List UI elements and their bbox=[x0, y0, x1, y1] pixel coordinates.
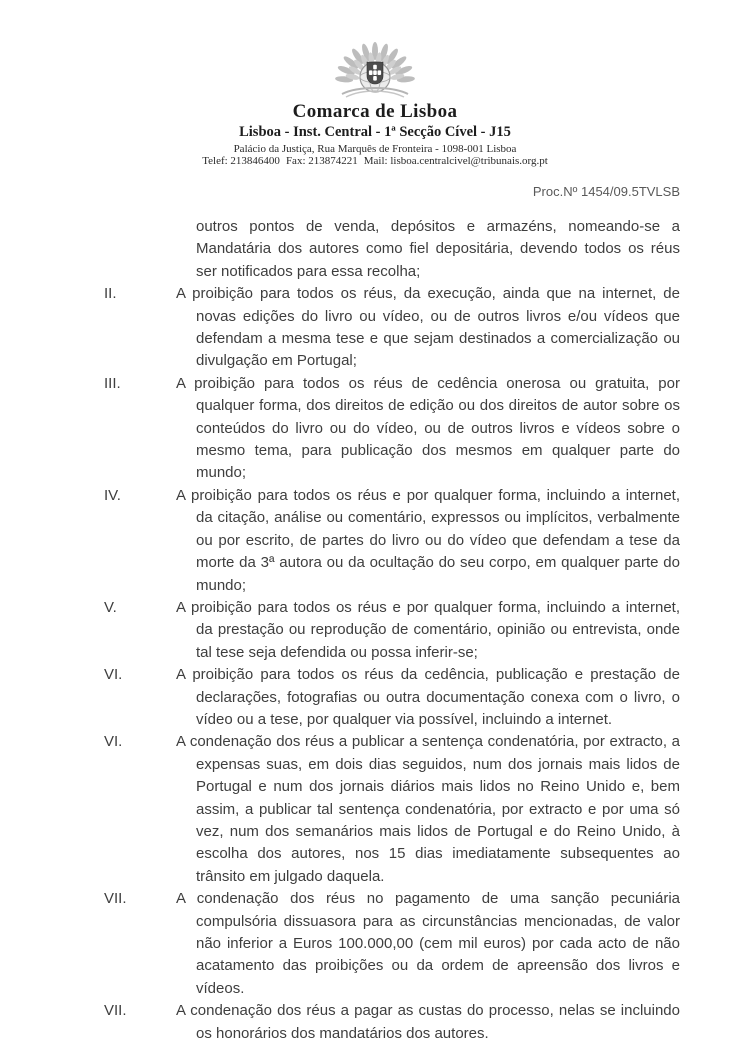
item-numeral: VI. bbox=[104, 666, 123, 684]
item-text: A proibição para todos os réus e por qualquer forma, incluindo a internet, da prestação ou reprodução de comentário, opinião ou entrevista, onde tal tese seja defendida ou possa inferir-se; bbox=[176, 598, 680, 661]
item-text: outros pontos de venda, depósitos e armazéns, nomeando-se a Mandatária dos autores como fiel depositária, devendo todos os réus ser notificados para essa recolha; bbox=[196, 218, 680, 280]
judgment-list bbox=[104, 216, 680, 1045]
court-fax: Fax: 213874221 bbox=[285, 155, 358, 167]
item-text: A proibição para todos os réus de cedência onerosa ou gratuita, por qualquer forma, dos direitos de edição ou dos direitos de autor sobre os conteúdos do livro ou do vídeo, ou de outros livros e vídeos sobre o mesmo tema, para publicação dos mesmos em qualquer parte do mundo; bbox=[176, 374, 680, 482]
list-item bbox=[104, 373, 680, 485]
process-number: Proc.Nº 1454/09.5TVLSB bbox=[532, 184, 680, 199]
item-numeral: IV. bbox=[104, 486, 121, 504]
coat-of-arms-icon bbox=[0, 36, 750, 100]
list-item bbox=[104, 597, 680, 664]
item-text: A condenação dos réus a pagar as custas do processo, nelas se incluindo os honorários dos mandatários dos autores. bbox=[176, 1002, 680, 1042]
item-numeral: VII. bbox=[104, 890, 127, 908]
list-item bbox=[104, 888, 680, 1000]
item-numeral: VII. bbox=[104, 1002, 127, 1020]
item-numeral: V. bbox=[104, 598, 117, 616]
item-text: A proibição para todos os réus da cedência, publicação e prestação de declarações, fotografias ou outra documentação conexa com o livro, o vídeo ou a tese, por qualquer via possível, incluindo a internet. bbox=[176, 666, 680, 728]
list-item bbox=[104, 731, 680, 888]
item-text: A proibição para todos os réus, da execução, ainda que na internet, de novas edições do livro ou vídeo, ou de outros livros e/ou vídeos que defendam a mesma tese e que sejam destinados a comercialização ou divulgação em Portugal; bbox=[176, 285, 680, 370]
item-text: A condenação dos réus no pagamento de uma sanção pecuniária compulsória dissuasora para as circunstâncias mencionadas, de valor não inferior a Euros 100.000,00 (cem mil euros) por cada acto de não acatamento das proibições ou da ordem de apreensão dos livros e vídeos. bbox=[176, 890, 680, 997]
court-phone: Telef: 213846400 bbox=[202, 155, 280, 167]
letterhead bbox=[0, 0, 750, 167]
court-address: Palácio da Justiça, Rua Marquês de Fronteira - 1098-001 Lisboa bbox=[233, 143, 517, 155]
court-email: Mail: lisboa.centralcivel@tribunais.org.pt bbox=[363, 155, 548, 167]
court-name: Comarca de Lisboa bbox=[292, 101, 458, 122]
list-item bbox=[150, 216, 680, 283]
item-numeral: II. bbox=[104, 285, 117, 303]
court-contacts bbox=[0, 155, 750, 167]
item-numeral: VI. bbox=[104, 733, 123, 751]
court-section: Lisboa - Inst. Central - 1ª Secção Cível - J15 bbox=[239, 124, 511, 140]
list-item bbox=[104, 1000, 680, 1045]
list-item bbox=[104, 485, 680, 597]
list-item bbox=[104, 664, 680, 731]
item-text: A proibição para todos os réus e por qualquer forma, incluindo a internet, da citação, análise ou comentário, expressos ou implícitos, verbalmente ou por escrito, de partes do livro ou do vídeo que defendam a tese da morte da 3ª autora ou da ocultação do seu corpo, em qualquer parte do mundo; bbox=[176, 486, 680, 594]
list-item bbox=[104, 283, 680, 373]
item-numeral: III. bbox=[104, 374, 121, 392]
item-text: A condenação dos réus a publicar a sentença condenatória, por extracto, a expensas suas, em dois dias seguidos, num dos jornais mais lidos de Portugal e num dos jornais diários mais lidos no Reino Unido e, bem assim, a publicar tal sentença condenatória, por extracto e por uma só vez, num dos semanários mais lidos de Portugal e do Reino Unido, à escolha dos autores, nos 15 dias imediatamente subsequentes ao trânsito em julgado daquela. bbox=[176, 733, 680, 885]
